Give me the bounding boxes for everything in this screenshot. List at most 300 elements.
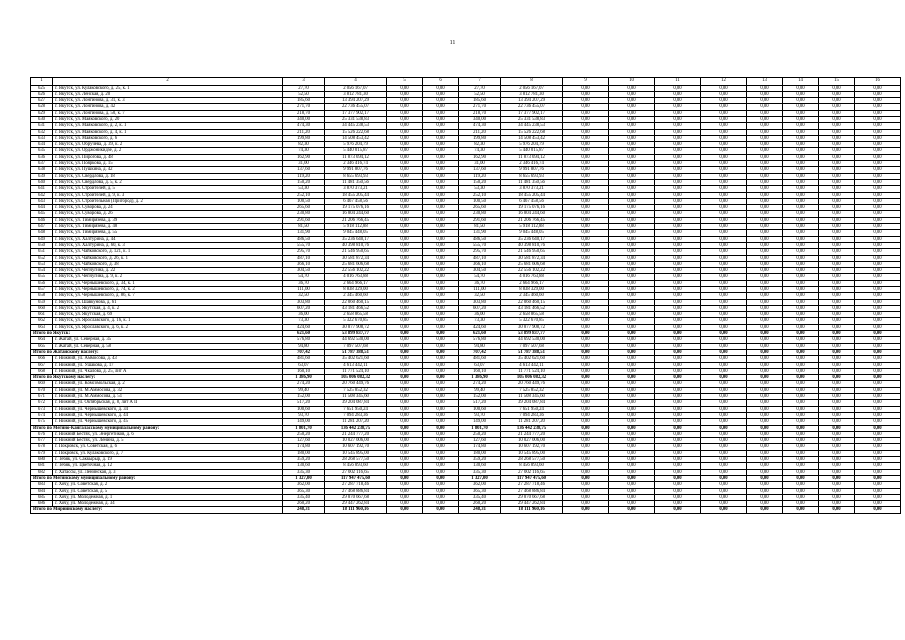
value-cell: 0,00 bbox=[747, 198, 783, 204]
value-cell: 0,00 bbox=[701, 450, 747, 456]
value-cell: 0,00 bbox=[387, 494, 423, 500]
value-cell: 0,00 bbox=[423, 343, 459, 349]
area-cell: 335,30 bbox=[459, 469, 501, 475]
header-cell-6: 6 bbox=[423, 78, 459, 86]
total-area-cell: 1 327,00 bbox=[459, 475, 501, 481]
value-cell: 0,00 bbox=[819, 154, 855, 160]
row-number-cell: 656 bbox=[31, 280, 53, 286]
area-cell: 52,50 bbox=[283, 91, 325, 97]
page-number: 11 bbox=[449, 40, 456, 46]
value-cell: 0,00 bbox=[783, 368, 819, 374]
area-cell: 230,80 bbox=[283, 211, 325, 217]
value-cell: 0,00 bbox=[655, 394, 701, 400]
value-cell: 0,00 bbox=[423, 110, 459, 116]
value-cell: 0,00 bbox=[855, 412, 901, 418]
area-cell: 303,80 bbox=[459, 299, 501, 305]
value-cell: 0,00 bbox=[701, 142, 747, 148]
area-cell: 481,60 bbox=[459, 356, 501, 362]
address-cell: г. Нижний, ул. Чкалова, д. 25, лит А bbox=[53, 368, 283, 374]
address-cell: г. Якутск, ул. Ленская, д. 20 bbox=[53, 91, 283, 97]
value-cell: 0,00 bbox=[423, 116, 459, 122]
value-cell: 0,00 bbox=[747, 438, 783, 444]
cost-cell: 11 873 694,12 bbox=[501, 154, 563, 160]
value-cell: 0,00 bbox=[655, 161, 701, 167]
address-cell: г. Нижний, ул. Октябрьская, д. 8, лит А II bbox=[53, 400, 283, 406]
row-number-cell: 686 bbox=[31, 501, 53, 507]
cost-cell: 5 440 015,87 bbox=[325, 148, 387, 154]
value-cell: 0,00 bbox=[747, 123, 783, 129]
cost-cell: 43 181 466,52 bbox=[325, 305, 387, 311]
value-cell: 0,00 bbox=[387, 123, 423, 129]
area-cell: 152,00 bbox=[459, 394, 501, 400]
cost-cell: 11 281 207,20 bbox=[325, 419, 387, 425]
value-cell: 0,00 bbox=[819, 167, 855, 173]
value-cell: 0,00 bbox=[609, 198, 655, 204]
cost-cell: 35 236 640,17 bbox=[325, 236, 387, 242]
cost-cell: 14 508 453,42 bbox=[325, 135, 387, 141]
value-cell: 0,00 bbox=[855, 368, 901, 374]
value-cell: 0,00 bbox=[609, 98, 655, 104]
value-cell: 0,00 bbox=[423, 242, 459, 248]
value-cell: 0,00 bbox=[701, 362, 747, 368]
value-cell: 0,00 bbox=[819, 274, 855, 280]
value-cell: 0,00 bbox=[655, 331, 701, 337]
value-cell: 0,00 bbox=[783, 488, 819, 494]
cost-cell: 22 736 455,07 bbox=[325, 104, 387, 110]
value-cell: 0,00 bbox=[387, 412, 423, 418]
value-cell: 0,00 bbox=[563, 85, 609, 91]
value-cell: 0,00 bbox=[609, 255, 655, 261]
value-cell: 0,00 bbox=[819, 261, 855, 267]
cost-cell: 2 658 865,58 bbox=[325, 312, 387, 318]
cost-cell: 7 525 852,32 bbox=[325, 387, 387, 393]
value-cell: 0,00 bbox=[563, 299, 609, 305]
value-cell: 0,00 bbox=[701, 217, 747, 223]
cost-cell: 20 760 449,76 bbox=[501, 381, 563, 387]
address-cell: г. Нижний, ул. Ушакова, д. 17 bbox=[53, 362, 283, 368]
value-cell: 0,00 bbox=[387, 488, 423, 494]
value-cell: 0,00 bbox=[609, 116, 655, 122]
value-cell: 0,00 bbox=[655, 123, 701, 129]
value-cell: 0,00 bbox=[423, 494, 459, 500]
row-number-cell: 642 bbox=[31, 192, 53, 198]
address-cell: г. Якутск, ул. Кулаковского, д. 25, к. 1 bbox=[53, 85, 283, 91]
value-cell: 0,00 bbox=[563, 406, 609, 412]
row-number-cell: 674 bbox=[31, 412, 53, 418]
row-number-cell: 659 bbox=[31, 299, 53, 305]
header-cell-1: 1 bbox=[31, 78, 53, 86]
cost-cell: 29 870 667,68 bbox=[325, 494, 387, 500]
value-cell: 0,00 bbox=[609, 293, 655, 299]
value-cell: 0,00 bbox=[563, 488, 609, 494]
value-cell: 0,00 bbox=[701, 224, 747, 230]
cost-cell: 39 204 087,84 bbox=[501, 400, 563, 406]
value-cell: 0,00 bbox=[423, 425, 459, 431]
cost-cell: 27 002 116,65 bbox=[501, 469, 563, 475]
address-cell: г. Якутск, ул. Суворова, д. 26 bbox=[53, 211, 283, 217]
table-header bbox=[31, 78, 901, 86]
header-cell-8: 8 bbox=[501, 78, 563, 86]
value-cell: 0,00 bbox=[701, 205, 747, 211]
value-cell: 0,00 bbox=[701, 457, 747, 463]
value-cell: 0,00 bbox=[783, 387, 819, 393]
value-cell: 0,00 bbox=[701, 463, 747, 469]
area-cell: 271,70 bbox=[283, 104, 325, 110]
value-cell: 0,00 bbox=[783, 154, 819, 160]
value-cell: 0,00 bbox=[819, 463, 855, 469]
cost-cell: 22 736 455,07 bbox=[501, 104, 563, 110]
area-cell: 607,20 bbox=[459, 305, 501, 311]
area-cell: 54,70 bbox=[459, 274, 501, 280]
total-cost-cell: 18 111 960,16 bbox=[325, 507, 387, 513]
address-cell: г. Хочу, ул. Советская, д. 2 bbox=[53, 482, 283, 488]
value-cell: 0,00 bbox=[563, 494, 609, 500]
total-label-cell: Итого по Мегинскому муниципальному району: bbox=[31, 475, 283, 481]
cost-cell: 11 771 524,10 bbox=[501, 368, 563, 374]
row-number-cell: 680 bbox=[31, 457, 53, 463]
value-cell: 0,00 bbox=[423, 142, 459, 148]
value-cell: 0,00 bbox=[701, 406, 747, 412]
value-cell: 0,00 bbox=[609, 425, 655, 431]
value-cell: 0,00 bbox=[563, 444, 609, 450]
row-number-cell: 645 bbox=[31, 211, 53, 217]
cost-cell: 29 447 262,84 bbox=[325, 501, 387, 507]
value-cell: 0,00 bbox=[747, 412, 783, 418]
value-cell: 0,00 bbox=[855, 501, 901, 507]
value-cell: 0,00 bbox=[423, 148, 459, 154]
value-cell: 0,00 bbox=[563, 450, 609, 456]
area-cell: 82,30 bbox=[283, 142, 325, 148]
value-cell: 0,00 bbox=[819, 280, 855, 286]
value-cell: 0,00 bbox=[609, 280, 655, 286]
value-cell: 0,00 bbox=[783, 425, 819, 431]
value-cell: 0,00 bbox=[563, 104, 609, 110]
value-cell: 0,00 bbox=[747, 444, 783, 450]
value-cell: 0,00 bbox=[747, 394, 783, 400]
cost-cell: 4 016 763,88 bbox=[325, 274, 387, 280]
value-cell: 0,00 bbox=[655, 205, 701, 211]
cost-cell: 19 175 076,16 bbox=[325, 205, 387, 211]
area-cell: 53,30 bbox=[283, 186, 325, 192]
area-cell: 174,80 bbox=[459, 444, 501, 450]
value-cell: 0,00 bbox=[655, 230, 701, 236]
value-cell: 0,00 bbox=[387, 482, 423, 488]
area-cell: 74,30 bbox=[283, 148, 325, 154]
cost-cell: 2 056 167,07 bbox=[501, 85, 563, 91]
value-cell: 0,00 bbox=[747, 457, 783, 463]
header-cell-11: 11 bbox=[655, 78, 701, 86]
area-cell: 162,90 bbox=[459, 154, 501, 160]
value-cell: 0,00 bbox=[563, 173, 609, 179]
value-cell: 0,00 bbox=[819, 255, 855, 261]
value-cell: 0,00 bbox=[609, 475, 655, 481]
area-cell: 260,20 bbox=[459, 501, 501, 507]
value-cell: 0,00 bbox=[819, 198, 855, 204]
value-cell: 0,00 bbox=[855, 230, 901, 236]
value-cell: 0,00 bbox=[387, 343, 423, 349]
value-cell: 0,00 bbox=[747, 475, 783, 481]
value-cell: 0,00 bbox=[423, 123, 459, 129]
cost-cell: 2 346 416,74 bbox=[501, 161, 563, 167]
area-cell: 274,20 bbox=[459, 381, 501, 387]
address-cell: г. Якутск, ул. Лонгинова, д. 31, к. 3 bbox=[53, 98, 283, 104]
value-cell: 0,00 bbox=[655, 104, 701, 110]
value-cell: 0,00 bbox=[423, 167, 459, 173]
value-cell: 0,00 bbox=[783, 110, 819, 116]
address-cell: г. Нижний, ул. М.Аммосова, д. 51 bbox=[53, 394, 283, 400]
cost-cell: 44 692 530,00 bbox=[325, 337, 387, 343]
total-label-cell: Итого по Якутск: bbox=[31, 331, 283, 337]
value-cell: 0,00 bbox=[655, 116, 701, 122]
value-cell: 0,00 bbox=[387, 142, 423, 148]
value-cell: 0,00 bbox=[563, 274, 609, 280]
value-cell: 0,00 bbox=[609, 494, 655, 500]
value-cell: 0,00 bbox=[423, 400, 459, 406]
value-cell: 0,00 bbox=[655, 349, 701, 355]
cost-cell: 2 664 966,17 bbox=[325, 280, 387, 286]
value-cell: 0,00 bbox=[563, 343, 609, 349]
value-cell: 0,00 bbox=[747, 249, 783, 255]
value-cell: 0,00 bbox=[783, 192, 819, 198]
value-cell: 0,00 bbox=[609, 438, 655, 444]
value-cell: 0,00 bbox=[655, 488, 701, 494]
value-cell: 0,00 bbox=[855, 450, 901, 456]
area-cell: 340,00 bbox=[459, 116, 501, 122]
row-number-cell: 634 bbox=[31, 142, 53, 148]
value-cell: 0,00 bbox=[609, 318, 655, 324]
total-cost-cell: 136 442 238,75 bbox=[325, 425, 387, 431]
row-number-cell: 663 bbox=[31, 324, 53, 330]
value-cell: 0,00 bbox=[423, 179, 459, 185]
value-cell: 0,00 bbox=[563, 507, 609, 513]
value-cell: 0,00 bbox=[655, 400, 701, 406]
row-number-cell: 670 bbox=[31, 387, 53, 393]
value-cell: 0,00 bbox=[655, 142, 701, 148]
cost-cell: 22 556 102,22 bbox=[325, 268, 387, 274]
value-cell: 0,00 bbox=[609, 457, 655, 463]
value-cell: 0,00 bbox=[783, 198, 819, 204]
value-cell: 0,00 bbox=[423, 104, 459, 110]
value-cell: 0,00 bbox=[747, 142, 783, 148]
value-cell: 0,00 bbox=[655, 211, 701, 217]
value-cell: 0,00 bbox=[819, 356, 855, 362]
value-cell: 0,00 bbox=[747, 161, 783, 167]
row-number-cell: 644 bbox=[31, 205, 53, 211]
value-cell: 0,00 bbox=[701, 116, 747, 122]
value-cell: 0,00 bbox=[609, 85, 655, 91]
value-cell: 0,00 bbox=[783, 438, 819, 444]
value-cell: 0,00 bbox=[747, 205, 783, 211]
value-cell: 0,00 bbox=[855, 387, 901, 393]
value-cell: 0,00 bbox=[609, 305, 655, 311]
area-cell: 127,60 bbox=[283, 438, 325, 444]
total-area-cell: 1 386,90 bbox=[459, 375, 501, 381]
address-cell: г. Хочу, ул. Молодежная, д. 34 bbox=[53, 501, 283, 507]
value-cell: 0,00 bbox=[609, 249, 655, 255]
value-cell: 0,00 bbox=[609, 331, 655, 337]
row-number-cell: 673 bbox=[31, 406, 53, 412]
value-cell: 0,00 bbox=[655, 249, 701, 255]
cost-cell: 2 664 966,17 bbox=[501, 280, 563, 286]
value-cell: 0,00 bbox=[655, 425, 701, 431]
value-cell: 0,00 bbox=[387, 312, 423, 318]
value-cell: 0,00 bbox=[423, 387, 459, 393]
value-cell: 0,00 bbox=[423, 457, 459, 463]
row-number-cell: 672 bbox=[31, 400, 53, 406]
cost-cell: 3 812 781,30 bbox=[501, 91, 563, 97]
value-cell: 0,00 bbox=[387, 91, 423, 97]
value-cell: 0,00 bbox=[655, 192, 701, 198]
value-cell: 0,00 bbox=[655, 129, 701, 135]
value-cell: 0,00 bbox=[655, 186, 701, 192]
value-cell: 0,00 bbox=[387, 419, 423, 425]
table-body bbox=[31, 85, 901, 513]
cost-cell: 22 556 102,22 bbox=[501, 268, 563, 274]
value-cell: 0,00 bbox=[387, 217, 423, 223]
value-cell: 0,00 bbox=[387, 381, 423, 387]
value-cell: 0,00 bbox=[655, 501, 701, 507]
area-cell: 474,30 bbox=[283, 123, 325, 129]
value-cell: 0,00 bbox=[423, 488, 459, 494]
header-cell-3: 3 bbox=[283, 78, 325, 86]
value-cell: 0,00 bbox=[747, 154, 783, 160]
value-cell: 0,00 bbox=[609, 110, 655, 116]
address-cell: г. Хатассы, ул. Ленинская, д. 3 bbox=[53, 469, 283, 475]
value-cell: 0,00 bbox=[855, 394, 901, 400]
total-area-cell: 707,42 bbox=[459, 349, 501, 355]
value-cell: 0,00 bbox=[855, 287, 901, 293]
value-cell: 0,00 bbox=[747, 450, 783, 456]
value-cell: 0,00 bbox=[747, 274, 783, 280]
total-label-cell: Итого по Мегино-Кангаласскому муниципальному району: bbox=[31, 425, 283, 431]
value-cell: 0,00 bbox=[387, 463, 423, 469]
row-number-cell: 654 bbox=[31, 268, 53, 274]
value-cell: 0,00 bbox=[783, 186, 819, 192]
value-cell: 0,00 bbox=[387, 161, 423, 167]
cost-cell: 27 468 886,84 bbox=[501, 488, 563, 494]
value-cell: 0,00 bbox=[655, 463, 701, 469]
value-cell: 0,00 bbox=[783, 179, 819, 185]
address-cell: г. Тебяк, ул. Цветочная, д. 12 bbox=[53, 463, 283, 469]
value-cell: 0,00 bbox=[423, 412, 459, 418]
value-cell: 0,00 bbox=[423, 469, 459, 475]
row-number-cell: 633 bbox=[31, 135, 53, 141]
value-cell: 0,00 bbox=[783, 173, 819, 179]
value-cell: 0,00 bbox=[423, 129, 459, 135]
value-cell: 0,00 bbox=[609, 173, 655, 179]
value-cell: 0,00 bbox=[563, 293, 609, 299]
area-cell: 252,10 bbox=[459, 192, 501, 198]
area-cell: 100,60 bbox=[459, 406, 501, 412]
cost-cell: 30 581 872,34 bbox=[325, 255, 387, 261]
value-cell: 0,00 bbox=[655, 475, 701, 481]
value-cell: 0,00 bbox=[655, 362, 701, 368]
value-cell: 0,00 bbox=[387, 331, 423, 337]
value-cell: 0,00 bbox=[819, 488, 855, 494]
value-cell: 0,00 bbox=[563, 438, 609, 444]
address-cell: г. Якутск, ул. Пушкина, д. 42 bbox=[53, 167, 283, 173]
value-cell: 0,00 bbox=[655, 280, 701, 286]
cost-cell: 15 526 222,68 bbox=[501, 129, 563, 135]
area-cell: 63,07 bbox=[283, 362, 325, 368]
value-cell: 0,00 bbox=[387, 444, 423, 450]
area-cell: 304,50 bbox=[283, 268, 325, 274]
value-cell: 0,00 bbox=[855, 362, 901, 368]
value-cell: 0,00 bbox=[387, 192, 423, 198]
cost-cell: 16 804 244,60 bbox=[325, 211, 387, 217]
value-cell: 0,00 bbox=[701, 507, 747, 513]
cost-cell: 9 991 807,76 bbox=[325, 167, 387, 173]
row-number-cell: 662 bbox=[31, 318, 53, 324]
cost-cell: 10 027 006,00 bbox=[501, 438, 563, 444]
value-cell: 0,00 bbox=[387, 387, 423, 393]
total-area-cell: 621,60 bbox=[459, 331, 501, 337]
cost-cell: 4 613 442,11 bbox=[501, 362, 563, 368]
value-cell: 0,00 bbox=[423, 85, 459, 91]
value-cell: 0,00 bbox=[819, 501, 855, 507]
value-cell: 0,00 bbox=[701, 161, 747, 167]
value-cell: 0,00 bbox=[747, 255, 783, 261]
area-cell: 250,20 bbox=[459, 431, 501, 437]
area-cell: 93,70 bbox=[459, 412, 501, 418]
value-cell: 0,00 bbox=[609, 161, 655, 167]
value-cell: 0,00 bbox=[701, 305, 747, 311]
area-cell: 27,70 bbox=[283, 85, 325, 91]
value-cell: 0,00 bbox=[855, 224, 901, 230]
value-cell: 0,00 bbox=[563, 135, 609, 141]
cost-cell: 8 655 693,93 bbox=[325, 173, 387, 179]
area-cell: 152,00 bbox=[283, 394, 325, 400]
address-cell: г. Якутск, ул. Лонгинова, д. 42 bbox=[53, 104, 283, 110]
row-number-cell: 685 bbox=[31, 494, 53, 500]
value-cell: 0,00 bbox=[819, 419, 855, 425]
area-cell: 362,00 bbox=[459, 482, 501, 488]
value-cell: 0,00 bbox=[819, 412, 855, 418]
value-cell: 0,00 bbox=[855, 249, 901, 255]
address-cell: г. Жатай, ул. Северная, д. 58 bbox=[53, 343, 283, 349]
value-cell: 0,00 bbox=[387, 211, 423, 217]
value-cell: 0,00 bbox=[747, 305, 783, 311]
area-cell: 424,60 bbox=[283, 324, 325, 330]
value-cell: 0,00 bbox=[701, 412, 747, 418]
value-cell: 0,00 bbox=[609, 406, 655, 412]
area-cell: 366,10 bbox=[283, 261, 325, 267]
value-cell: 0,00 bbox=[609, 242, 655, 248]
value-cell: 0,00 bbox=[855, 312, 901, 318]
value-cell: 0,00 bbox=[747, 224, 783, 230]
row-number-cell: 682 bbox=[31, 469, 53, 475]
value-cell: 0,00 bbox=[563, 249, 609, 255]
value-cell: 0,00 bbox=[783, 324, 819, 330]
area-cell: 274,20 bbox=[283, 381, 325, 387]
address-cell: г. Якутск, ул. Строителей, д. 5 bbox=[53, 186, 283, 192]
cost-cell: 21 206 766,45 bbox=[501, 217, 563, 223]
total-cost-cell: 117 947 475,60 bbox=[325, 475, 387, 481]
value-cell: 0,00 bbox=[819, 406, 855, 412]
cost-cell: 15 526 222,68 bbox=[325, 129, 387, 135]
total-label-cell: Итого по Мирнинскому наслегу: bbox=[31, 507, 283, 513]
area-cell: 160,10 bbox=[459, 368, 501, 374]
row-number-cell: 640 bbox=[31, 179, 53, 185]
address-cell: г. Якутск, ул. Ярославского, д. 16, к. 1 bbox=[53, 318, 283, 324]
value-cell: 0,00 bbox=[855, 148, 901, 154]
value-cell: 0,00 bbox=[387, 324, 423, 330]
value-cell: 0,00 bbox=[423, 394, 459, 400]
value-cell: 0,00 bbox=[855, 324, 901, 330]
row-number-cell: 652 bbox=[31, 255, 53, 261]
value-cell: 0,00 bbox=[423, 318, 459, 324]
cost-cell: 35 236 640,17 bbox=[501, 236, 563, 242]
